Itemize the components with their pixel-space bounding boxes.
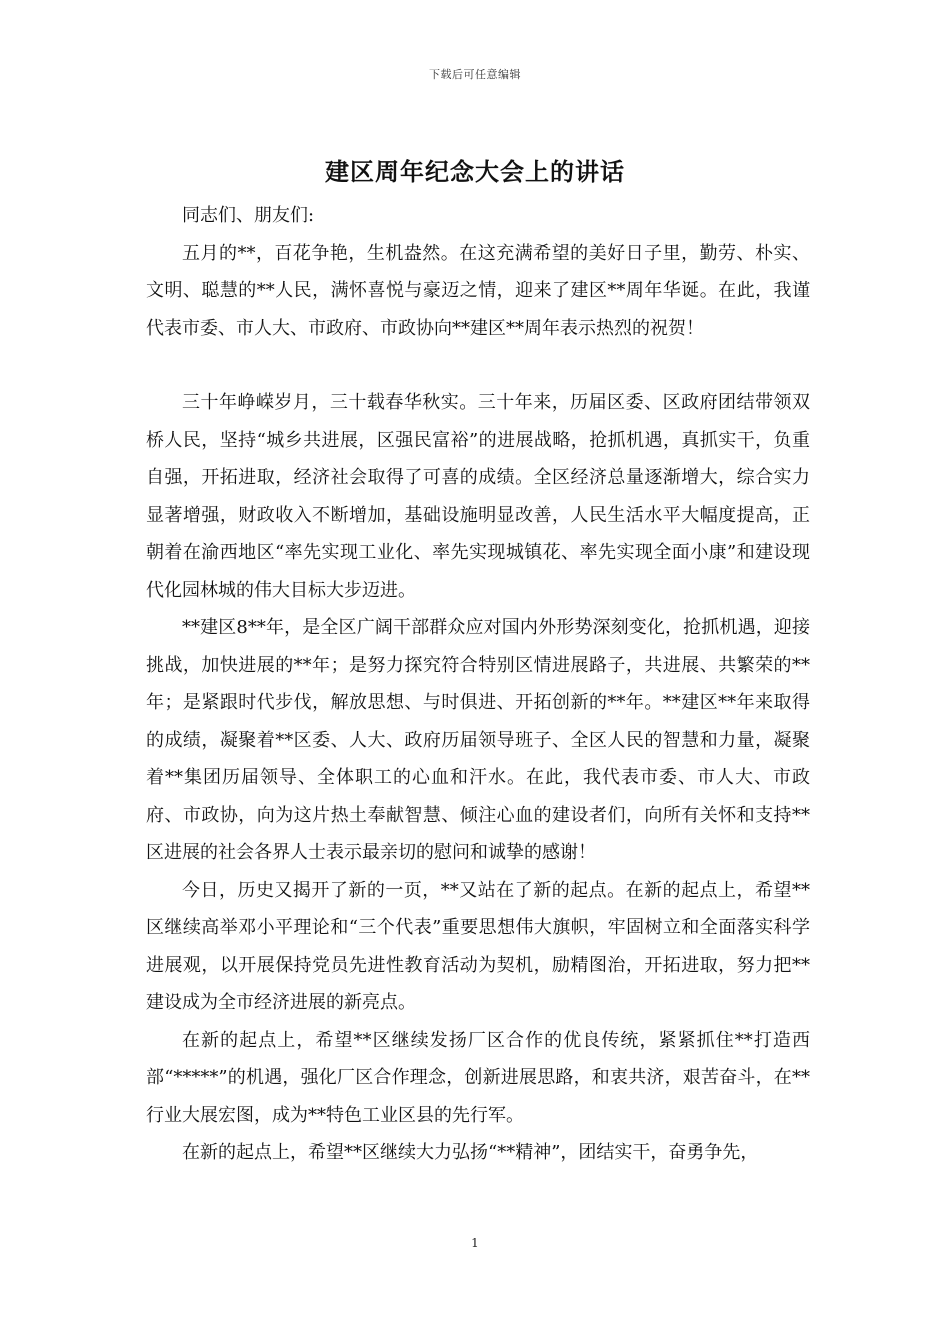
paragraph: 今日，历史又揭开了新的一页，**又站在了新的起点。在新的起点上，希望**区继续高举邓小平理论和“三个代表”重要思想伟大旗帜，牢固树立和全面落实科学进展观，以开展保持党员先进性教育活动为契机，励精图治，开拓进取，努力把**建设成为全市经济进展的新亮点。	[146, 879, 810, 1013]
paragraph: 在新的起点上，希望**区继续大力弘扬“**精神”，团结实干，奋勇争先，	[182, 1142, 759, 1163]
header-note: 下载后可任意编辑	[429, 68, 521, 81]
document-body	[146, 197, 810, 1172]
paragraph: 在新的起点上，希望**区继续发扬厂区合作的优良传统，紧紧抓住**打造西部“*****”的机遇，强化厂区合作理念，创新进展思路，和衷共济，艰苦奋斗，在**行业大展宏图，成为**特色工业区县的先行军。	[146, 1029, 810, 1126]
paragraph: **建区8**年，是全区广阔干部群众应对国内外形势深刻变化，抢抓机遇，迎接挑战，加快进展的**年；是努力探究符合特别区情进展路子，共进展、共繁荣的**年；是紧跟时代步伐，解放思想、与时俱进、开拓创新的**年。**建区**年来取得的成绩，凝聚着**区委、人大、政府历届领导班子、全区人民的智慧和力量，凝聚着**集团历届领导、全体职工的心血和汗水。在此，我代表市委、市人大、市政府、市政协，向为这片热土奉献智慧、倾注心血的建设者们，向所有关怀和支持**区进展的社会各界人士表示最亲切的慰问和诚挚的感谢！	[146, 617, 810, 863]
page-number: 1	[471, 1236, 479, 1250]
salutation: 同志们、朋友们:	[182, 205, 315, 226]
paragraph: 三十年峥嵘岁月，三十载春华秋实。三十年来，历届区委、区政府团结带领双桥人民，坚持“城乡共进展，区强民富裕”的进展战略，抢抓机遇，真抓实干，负重自强，开拓进取，经济社会取得了可喜的成绩。全区经济总量逐渐增大，综合实力显著增强，财政收入不断增加，基础设施明显改善，人民生活水平大幅度提高，正朝着在渝西地区“率先实现工业化、率先实现城镇花、率先实现全面小康”和建设现代化园林城的伟大目标大步迈进。	[146, 392, 810, 601]
document-title: 建区周年纪念大会上的讲话	[325, 157, 625, 186]
paragraph: 五月的**，百花争艳，生机盎然。在这充满希望的美好日子里，勤劳、朴实、文明、聪慧的**人民，满怀喜悦与豪迈之情，迎来了建区**周年华诞。在此，我谨代表市委、市人大、市政府、市政协向**建区**周年表示热烈的祝贺！	[146, 242, 810, 339]
